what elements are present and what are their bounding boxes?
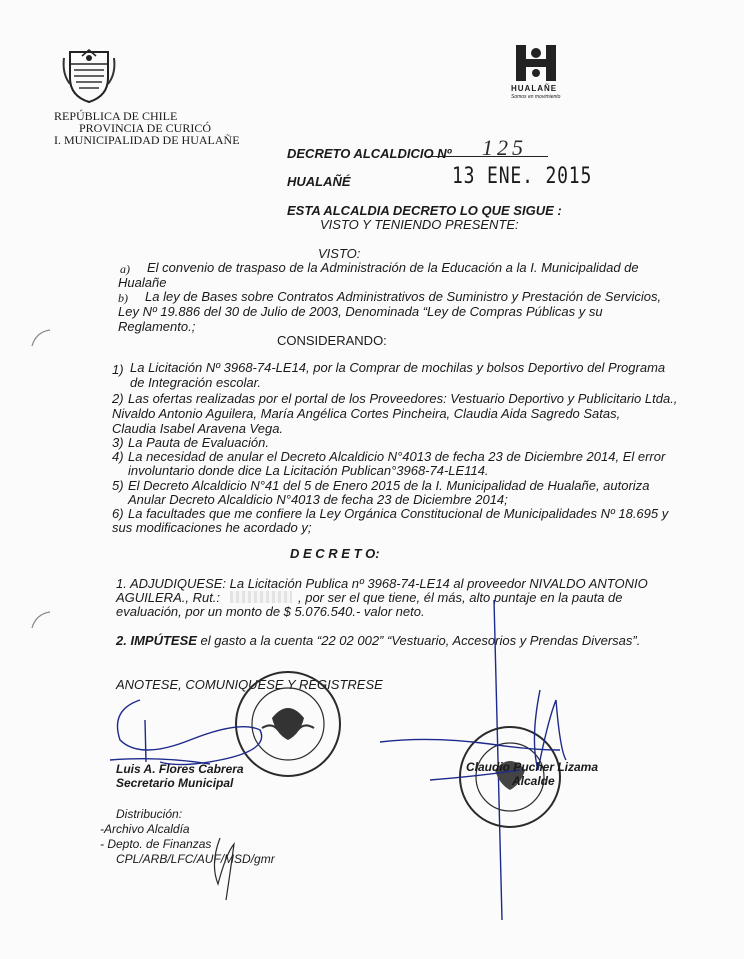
visto-marker-a: a) xyxy=(120,262,130,276)
considerando-num-5: 5) xyxy=(112,478,124,493)
decreto-item1-line2a: AGUILERA., Rut.: xyxy=(116,590,221,605)
visto-item-b: La ley de Bases sobre Contratos Administrativos de Suministro y Prestación de Servicios, xyxy=(145,289,662,304)
mayor-name: Claudio Pucher Lizama xyxy=(466,760,599,774)
punch-hole-icon xyxy=(30,610,54,630)
intro-subheading: VISTO Y TENIENDO PRESENTE: xyxy=(320,217,519,232)
distribution-line-2: - Depto. de Finanzas xyxy=(100,837,212,851)
visto-item-b-cont2: Reglamento.; xyxy=(118,319,196,334)
decreto-item1-line3: evaluación, por un monto de $ 5.076.540.- valor neto. xyxy=(116,604,425,619)
considerando-item-2-line2: Nivaldo Antonio Aguilera, María Angélica Cortes Pincheira, Claudia Aida Sagredo Satas, xyxy=(112,406,621,421)
distribution-line-3: CPL/ARB/LFC/AUF/MSD/gmr xyxy=(116,852,275,866)
visto-item-a: El convenio de traspaso de la Administración de la Educación a la I. Municipalidad de xyxy=(147,260,639,275)
coat-of-arms-icon xyxy=(62,44,116,106)
considerando-num-2: 2) xyxy=(112,391,124,406)
considerando-num-6: 6) xyxy=(112,506,124,521)
header-municipality: I. MUNICIPALIDAD DE HUALAÑE xyxy=(54,133,240,147)
considerando-num-1: 1) xyxy=(112,362,124,377)
distribution-line-1: -Archivo Alcaldía xyxy=(100,822,190,836)
header-province: PROVINCIA DE CURICÓ xyxy=(79,121,212,135)
decreto-item2 xyxy=(116,633,640,649)
initials-scribble-icon xyxy=(190,834,250,904)
decreto-item2-rest: el gasto a la cuenta “22 02 002” “Vestuario, Accesorios y Prendas Diversas”. xyxy=(196,633,641,648)
decree-place: HUALAÑÉ xyxy=(287,174,351,189)
logo-name: HUALAÑE xyxy=(511,84,558,93)
closing-line: ANOTESE, COMUNIQUESE Y REGISTRESE xyxy=(116,677,383,692)
visto-item-b-cont: Ley Nº 19.886 del 30 de Julio de 2003, Denominada “Ley de Compras Públicas y su xyxy=(118,304,603,319)
decree-number-handwritten: 125 xyxy=(482,135,527,160)
considerando-item-4-line1: La necesidad de anular el Decreto Alcaldicio N°4013 de fecha 23 de Diciembre 2014, El error xyxy=(128,449,666,464)
redacted-rut xyxy=(230,591,292,603)
considerando-item-5-line1: El Decreto Alcaldicio N°41 del 5 de Enero 2015 de la I. Municipalidad de Hualañe, autoriza xyxy=(128,478,650,493)
considerando-item-6-line2: sus modificaciones he acordado y; xyxy=(112,520,312,535)
considerando-item-2-line3: Claudia Isabel Aravena Vega. xyxy=(112,421,284,436)
considerando-num-4: 4) xyxy=(112,449,124,464)
mayor-title: Alcalde xyxy=(512,774,555,788)
considerando-item-1-line1: La Licitación Nº 3968-74-LE14, por la Comprar de mochilas y bolsos Deportivo del Programa xyxy=(130,360,666,375)
intro-heading: ESTA ALCALDIA DECRETO LO QUE SIGUE : xyxy=(287,203,562,218)
visto-item-a-cont: Hualañe xyxy=(118,275,167,290)
considerando-item-2-line1: Las ofertas realizadas por el portal de los Proveedores: Vestuario Deportivo y Publicitario Ltda., xyxy=(128,391,678,406)
secretary-title: Secretario Municipal xyxy=(116,776,234,790)
logo-tagline: Somos en movimiento xyxy=(511,94,561,100)
header-republic: REPÚBLICA DE CHILE xyxy=(54,109,178,123)
distribution-heading: Distribución: xyxy=(116,807,183,821)
decreto-item2-prefix: 2. IMPÚTESE xyxy=(116,633,197,648)
visto-heading: VISTO: xyxy=(318,246,361,261)
decreto-item1-line1: 1. ADJUDIQUESE: La Licitación Publica nº 3968-74-LE14 al proveedor NIVALDO ANTONIO xyxy=(116,576,648,591)
decree-number-label: DECRETO ALCALDICIO Nº xyxy=(287,146,452,161)
considerando-item-4-line2: involuntario donde dice La Licitación Publican°3968-74-LE114. xyxy=(128,463,489,478)
considerando-item-5-line2: Anular Decreto Alcaldicio N°4013 de fecha 23 de Diciembre 2014; xyxy=(128,492,508,507)
mayor-signature-icon xyxy=(370,680,610,800)
considerando-num-3: 3) xyxy=(112,435,124,450)
visto-marker-b: b) xyxy=(118,291,128,305)
decreto-heading: D E C R E T O: xyxy=(290,546,380,561)
secretary-name: Luis A. Flores Cabrera xyxy=(116,762,244,776)
hualane-logo-icon xyxy=(514,43,558,83)
considerando-item-1-line2: de Integración escolar. xyxy=(130,375,262,390)
considerando-item-3: La Pauta de Evaluación. xyxy=(128,435,269,450)
decreto-item1-line2b: , por ser el que tiene, él más, alto puntaje en la pauta de xyxy=(298,590,623,605)
considerando-heading: CONSIDERANDO: xyxy=(277,333,387,348)
date-stamp: 13 ENE. 2015 xyxy=(452,164,593,189)
punch-hole-icon xyxy=(30,328,54,348)
considerando-item-6-line1: La facultades que me confiere la Ley Orgánica Constitucional de Municipalidades Nº 18.695 y xyxy=(128,506,669,521)
